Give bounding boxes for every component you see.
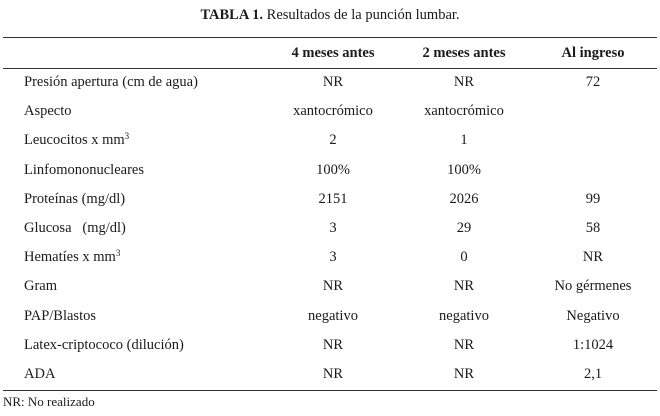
cell-admission: 99: [585, 190, 601, 207]
row-label: Aspecto: [24, 103, 72, 120]
cell-admission: NR: [582, 249, 604, 266]
table-row: [3, 68, 657, 97]
column-header-2-months: 2 meses antes: [422, 44, 506, 61]
cell-4-months: 2: [329, 132, 337, 149]
row-label: PAP/Blastos: [24, 307, 96, 324]
row-label: Glucosa (mg/dl): [24, 220, 126, 237]
table-row: [3, 97, 657, 126]
row-label: Gram: [24, 278, 58, 295]
cell-4-months: 3: [329, 249, 337, 266]
row-label: Hematíes x mm: [24, 249, 116, 266]
table-row: [3, 302, 657, 331]
row-label: ADA: [24, 365, 56, 382]
cell-2-months: NR: [453, 74, 475, 91]
column-header-parameter: [3, 38, 267, 68]
cell-4-months: 100%: [316, 161, 350, 178]
row-label: Linfomononucleares: [24, 161, 144, 178]
row-label: Presión apertura (cm de agua): [24, 74, 198, 91]
footnote: NR: No realizado: [3, 394, 95, 409]
row-label: Latex-criptococo (dilución): [24, 336, 184, 353]
cell-4-months: 2151: [318, 190, 348, 207]
header-row: [3, 38, 657, 68]
cell-2-months: 2026: [449, 190, 479, 207]
cell-admission: 1:1024: [572, 336, 614, 353]
row-label-cell: [3, 243, 267, 272]
cell-2-months: 0: [460, 249, 468, 266]
cell-2-months: 1: [460, 132, 468, 149]
table-row: [3, 331, 657, 360]
cell-admission: [529, 156, 657, 185]
cell-2-months: 100%: [447, 161, 481, 178]
superscript: 3: [115, 248, 121, 259]
table-row: [3, 214, 657, 243]
cell-4-months: NR: [322, 365, 344, 382]
table-caption-text: Resultados de la punción lumbar.: [263, 7, 460, 23]
column-header-admission: Al ingreso: [561, 44, 625, 61]
table-row: [3, 272, 657, 301]
row-label-cell: [3, 126, 267, 155]
cell-2-months: negativo: [439, 307, 489, 324]
row-label: Proteínas (mg/dl): [24, 190, 126, 207]
cell-admission: 2,1: [583, 365, 603, 382]
cell-admission: 72: [585, 74, 601, 91]
cell-admission: [529, 126, 657, 155]
cell-2-months: 29: [456, 220, 472, 237]
cell-4-months: NR: [322, 278, 344, 295]
superscript: 3: [124, 131, 130, 142]
cell-4-months: negativo: [308, 307, 358, 324]
cell-admission: [529, 97, 657, 126]
table-caption: [0, 7, 660, 24]
cell-admission: 58: [585, 220, 601, 237]
bottom-rule: [3, 390, 657, 391]
table-row: [3, 185, 657, 214]
table-caption-label: TABLA 1.: [200, 7, 264, 23]
row-label: Leucocitos x mm: [24, 132, 125, 149]
column-header-4-months: 4 meses antes: [291, 44, 375, 61]
cell-2-months: xantocrómico: [424, 103, 504, 120]
cell-4-months: NR: [322, 74, 344, 91]
table-row: [3, 360, 657, 389]
cell-admission: Negativo: [566, 307, 620, 324]
cell-4-months: xantocrómico: [293, 103, 373, 120]
table-row: [3, 126, 657, 155]
table-row: [3, 243, 657, 272]
cell-2-months: NR: [453, 278, 475, 295]
table-row: [3, 156, 657, 185]
cell-admission: No gérmenes: [554, 278, 632, 295]
results-table: [3, 38, 657, 389]
cell-2-months: NR: [453, 365, 475, 382]
cell-4-months: 3: [329, 220, 337, 237]
cell-4-months: NR: [322, 336, 344, 353]
cell-2-months: NR: [453, 336, 475, 353]
